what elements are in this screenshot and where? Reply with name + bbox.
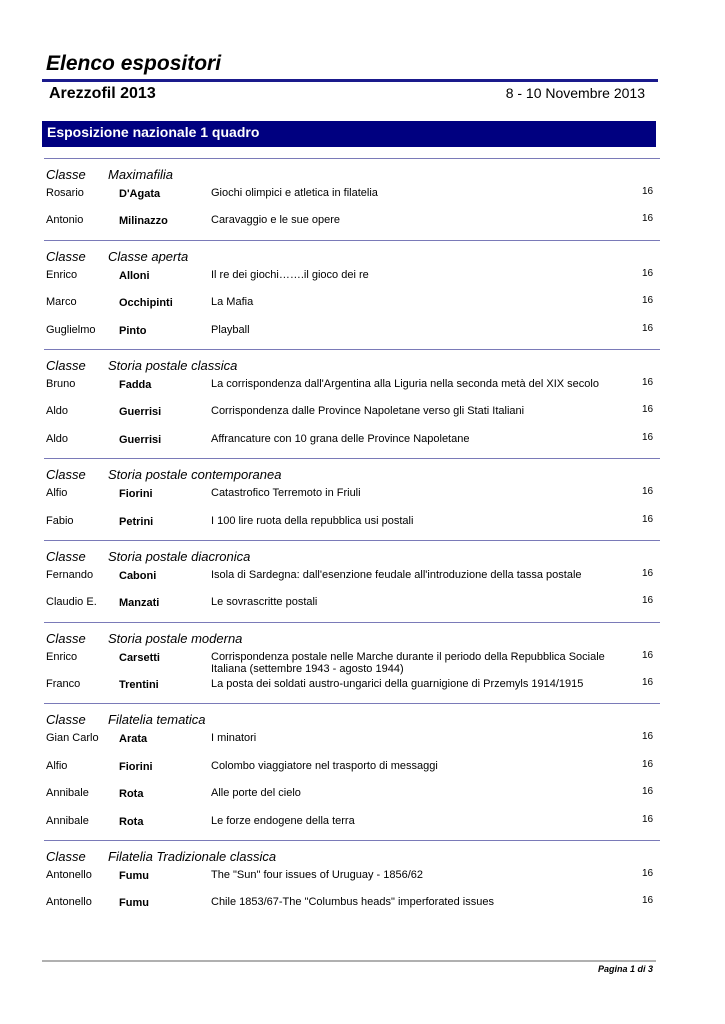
exhibitor-first-name: Aldo — [46, 432, 69, 445]
exhibitor-row — [44, 863, 660, 890]
exhibit-title: Chile 1853/67-The "Columbus heads" imperforated issues — [211, 896, 494, 909]
class-header — [44, 541, 660, 563]
exhibit-title: Giochi olimpici e atletica in filatelia — [211, 187, 378, 199]
exhibitor-row — [44, 645, 660, 676]
class-header — [44, 704, 660, 726]
exhibit-title: Catastrofico Terremoto in Friuli — [211, 487, 361, 500]
exhibit-frames: 16 — [642, 595, 654, 607]
exhibitor-last-name: Guerrisi — [119, 406, 162, 419]
exhibitor-last-name: Rota — [119, 788, 144, 801]
class-name: Storia postale diacronica — [108, 548, 251, 564]
exhibitor-row — [44, 181, 660, 208]
exhibitor-last-name: Fumu — [119, 870, 149, 883]
exhibit-frames: 16 — [642, 677, 654, 689]
exhibitor-last-name: Petrini — [119, 515, 154, 528]
exhibit-title: I 100 lire ruota della repubblica usi postali — [211, 514, 414, 527]
exhibit-title: Isola di Sardegna: dall'esenzione feudale all'introduzione della tassa postale — [211, 568, 582, 581]
exhibit-title: Corrispondenza dalle Province Napoletane verso gli Stati Italiani — [211, 405, 525, 418]
exhibitor-first-name: Claudio E. — [46, 596, 97, 609]
exhibitor-first-name: Gian Carlo — [46, 732, 99, 745]
exhibit-frames: 16 — [642, 813, 654, 825]
exhibit-title: Caravaggio e le sue opere — [211, 214, 341, 227]
exhibit-frames: 16 — [642, 267, 654, 279]
event-dates: 8 - 10 Novembre 2013 — [505, 85, 645, 101]
exhibitor-first-name: Rosario — [46, 187, 84, 199]
exhibitor-last-name: Carsetti — [119, 651, 160, 664]
class-header — [44, 459, 660, 481]
exhibit-frames: 16 — [642, 758, 654, 770]
footer-rule — [42, 960, 656, 962]
class-label: Classe — [46, 357, 86, 373]
exhibit-frames: 16 — [642, 376, 654, 388]
exhibitor-last-name: Manzati — [119, 597, 160, 610]
exhibitor-first-name: Enrico — [46, 650, 78, 663]
exhibitor-first-name: Antonello — [46, 869, 92, 882]
class-name: Storia postale classica — [108, 357, 238, 373]
exhibitor-last-name: Fiorini — [119, 760, 153, 773]
class-label: Classe — [46, 167, 86, 182]
exhibitor-row — [44, 754, 660, 781]
group-spacer — [44, 918, 660, 922]
class-header — [44, 841, 660, 863]
exhibit-title: Corrispondenza postale nelle Marche durante il periodo della Repubblica Sociale Italiana (settembre 1943 - agosto 1944) — [211, 650, 605, 676]
class-name: Filatelia tematica — [108, 712, 206, 728]
class-group — [44, 240, 660, 349]
exhibitor-row — [44, 590, 660, 617]
exhibit-title: La posta dei soldati austro-ungarici della guarnigione di Przemyls 1914/1915 — [211, 678, 584, 691]
exhibitor-last-name: Alloni — [119, 269, 150, 282]
exhibitor-last-name: D'Agata — [119, 188, 161, 200]
exhibitor-last-name: Guerrisi — [119, 433, 162, 446]
class-group — [44, 458, 660, 540]
exhibitor-last-name: Fadda — [119, 378, 152, 391]
exhibitor-last-name: Rota — [119, 815, 144, 828]
class-header — [44, 350, 660, 372]
exhibit-frames: 16 — [642, 486, 654, 498]
exhibitor-last-name: Pinto — [119, 324, 147, 337]
class-label: Classe — [46, 849, 86, 865]
exhibit-frames: 16 — [642, 649, 654, 661]
exhibitor-row — [44, 481, 660, 508]
exhibitor-first-name: Annibale — [46, 814, 89, 827]
exhibit-frames: 16 — [642, 213, 654, 225]
title-rule — [42, 79, 658, 82]
class-group — [44, 703, 660, 840]
exhibitor-first-name: Alfio — [46, 487, 68, 500]
class-group — [44, 349, 660, 458]
exhibitor-first-name: Fabio — [46, 514, 74, 527]
exhibit-title: Affrancature con 10 grana delle Province Napoletane — [211, 432, 470, 445]
exhibitor-first-name: Alfio — [46, 759, 68, 772]
exhibit-title: I minatori — [211, 732, 257, 745]
class-header — [44, 241, 660, 263]
page-title: Elenco espositori — [46, 52, 222, 75]
exhibit-title: The "Sun" four issues of Uruguay - 1856/62 — [211, 869, 424, 882]
exhibitor-last-name: Arata — [119, 733, 148, 746]
exhibitor-row — [44, 809, 660, 836]
exhibitor-first-name: Aldo — [46, 405, 69, 418]
exhibitor-first-name: Marco — [46, 296, 77, 309]
class-group — [44, 840, 660, 922]
exhibitor-row — [44, 726, 660, 753]
class-header — [44, 159, 660, 181]
exhibit-title: La corrispondenza dall'Argentina alla Liguria nella seconda metà del XIX secolo — [211, 377, 599, 390]
class-group — [44, 158, 660, 240]
exhibitor-row — [44, 890, 660, 917]
exhibit-frames: 16 — [642, 731, 654, 743]
class-group — [44, 622, 660, 704]
class-name: Filatelia Tradizionale classica — [108, 849, 277, 865]
exhibitor-row — [44, 399, 660, 426]
exhibit-frames: 16 — [642, 895, 654, 907]
exhibitor-row — [44, 781, 660, 808]
exhibitor-list — [44, 158, 660, 922]
section-header — [42, 121, 656, 147]
exhibit-frames: 16 — [642, 567, 654, 579]
exhibitor-row — [44, 672, 660, 699]
exhibitor-row — [44, 427, 660, 454]
exhibitor-last-name: Milinazzo — [119, 215, 168, 228]
page-number: Pagina 1 di 3 — [597, 964, 653, 974]
class-label: Classe — [46, 630, 86, 646]
exhibitor-row — [44, 563, 660, 590]
exhibitor-row — [44, 208, 660, 235]
class-name: Storia postale moderna — [108, 630, 243, 646]
exhibit-frames: 16 — [642, 186, 654, 197]
exhibitor-last-name: Occhipinti — [119, 297, 173, 310]
exhibit-frames: 16 — [642, 431, 654, 443]
exhibitor-last-name: Caboni — [119, 569, 157, 582]
class-header — [44, 623, 660, 645]
class-name: Classe aperta — [108, 248, 189, 264]
exhibitor-last-name: Fiorini — [119, 488, 153, 501]
class-name: Maximafilia — [108, 167, 174, 182]
class-label: Classe — [46, 548, 86, 564]
exhibitor-first-name: Annibale — [46, 787, 89, 800]
exhibit-title: Colombo viaggiatore nel trasporto di messaggi — [211, 759, 438, 772]
exhibitor-row — [44, 372, 660, 399]
exhibit-frames: 16 — [642, 786, 654, 798]
exhibit-title: Le sovrascritte postali — [211, 596, 318, 609]
class-label: Classe — [46, 467, 86, 483]
event-name: Arezzofil 2013 — [49, 85, 156, 102]
exhibitor-first-name: Antonio — [46, 214, 84, 227]
exhibit-title: Il re dei giochi…….il gioco dei re — [211, 268, 369, 281]
exhibit-frames: 16 — [642, 404, 654, 416]
exhibitor-first-name: Bruno — [46, 377, 76, 390]
exhibitor-row — [44, 263, 660, 290]
exhibitor-row — [44, 509, 660, 536]
exhibitor-last-name: Fumu — [119, 897, 149, 910]
exhibitor-first-name: Franco — [46, 678, 81, 691]
exhibit-title: Playball — [211, 323, 250, 336]
exhibitor-last-name: Trentini — [119, 679, 159, 692]
exhibitor-row — [44, 290, 660, 317]
exhibitor-first-name: Antonello — [46, 896, 92, 909]
exhibit-title: La Mafia — [211, 296, 254, 309]
exhibitor-first-name: Guglielmo — [46, 323, 96, 336]
exhibit-frames: 16 — [642, 868, 654, 880]
exhibitor-first-name: Enrico — [46, 268, 78, 281]
class-group — [44, 540, 660, 622]
exhibit-frames: 16 — [642, 513, 654, 525]
exhibitor-first-name: Fernando — [46, 568, 94, 581]
exhibit-title: Alle porte del cielo — [211, 787, 301, 800]
class-label: Classe — [46, 248, 86, 264]
exhibitor-row — [44, 318, 660, 345]
exhibit-frames: 16 — [642, 322, 654, 334]
class-name: Storia postale contemporanea — [108, 467, 282, 483]
section-title: Esposizione nazionale 1 quadro — [47, 124, 260, 140]
exhibit-frames: 16 — [642, 295, 654, 307]
exhibit-title: Le forze endogene della terra — [211, 814, 355, 827]
class-label: Classe — [46, 712, 86, 728]
